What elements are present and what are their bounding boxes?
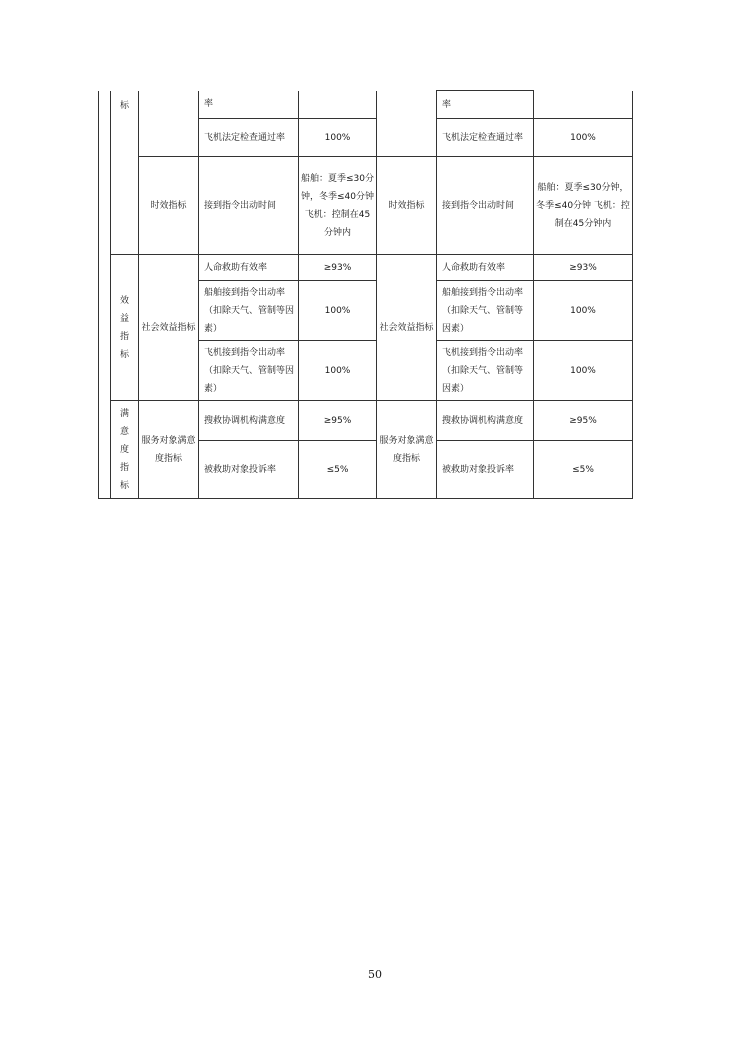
category-cell <box>111 401 139 499</box>
indicator-cell: 接到指令出动时间 <box>437 157 534 255</box>
value-cell: 船舶：夏季≤30分钟，冬季≤40分钟 飞机：控制在45分钟内 <box>299 157 377 255</box>
indicator-cell: 接到指令出动时间 <box>199 157 299 255</box>
category-cell <box>111 91 139 255</box>
indicator-cell: 被救助对象投诉率 <box>437 441 534 499</box>
indicator-cell: 人命救助有效率 <box>199 255 299 281</box>
indicator-cell: 飞机法定检查通过率 <box>437 119 534 157</box>
value-cell <box>534 91 633 119</box>
category-char: 益 <box>119 313 129 324</box>
category-char: 意 <box>119 426 129 437</box>
table-row <box>99 255 633 281</box>
category-char: 指 <box>119 462 129 473</box>
indicator-cell: 率 <box>437 91 534 119</box>
indicator-cell: 率 <box>199 91 299 119</box>
subcategory-cell: 社会效益指标 <box>139 255 199 401</box>
indicator-cell: 飞机接到指令出动率（扣除天气、管制等因素） <box>437 341 534 401</box>
indicator-cell: 搜救协调机构满意度 <box>437 401 534 441</box>
subcategory-cell <box>377 91 437 157</box>
category-label: 标 <box>119 100 129 111</box>
performance-indicator-table <box>98 90 633 499</box>
indicator-cell: 飞机法定检查通过率 <box>199 119 299 157</box>
subcategory-cell: 服务对象满意度指标 <box>377 401 437 499</box>
subcategory-cell: 时效指标 <box>377 157 437 255</box>
value-cell: 100% <box>534 281 633 341</box>
value-cell: ≥95% <box>299 401 377 441</box>
value-cell: ≥93% <box>299 255 377 281</box>
subcategory-cell: 时效指标 <box>139 157 199 255</box>
subcategory-cell: 社会效益指标 <box>377 255 437 401</box>
category-char: 效 <box>119 295 129 306</box>
subcategory-cell: 服务对象满意度指标 <box>139 401 199 499</box>
indicator-cell: 飞机接到指令出动率（扣除天气、管制等因素） <box>199 341 299 401</box>
value-cell: 100% <box>299 341 377 401</box>
category-char: 标 <box>119 480 129 491</box>
indicator-cell: 船舶接到指令出动率（扣除天气、管制等因素） <box>437 281 534 341</box>
table-row <box>99 401 633 441</box>
value-cell: ≤5% <box>534 441 633 499</box>
value-cell: ≥95% <box>534 401 633 441</box>
category-char: 指 <box>119 331 129 342</box>
value-cell: 100% <box>299 119 377 157</box>
category-char: 标 <box>119 349 129 360</box>
table-row <box>99 157 633 255</box>
category-cell <box>111 255 139 401</box>
subcategory-cell <box>139 91 199 157</box>
value-cell: 100% <box>534 119 633 157</box>
page-number: 50 <box>368 968 382 981</box>
category-char: 度 <box>119 444 129 455</box>
value-cell: ≥93% <box>534 255 633 281</box>
value-cell: ≤5% <box>299 441 377 499</box>
value-cell: 船舶：夏季≤30分钟，冬季≤40分钟 飞机：控制在45分钟内 <box>534 157 633 255</box>
indicator-cell: 被救助对象投诉率 <box>199 441 299 499</box>
table-row <box>99 91 633 119</box>
outer-level-column <box>99 91 111 499</box>
indicator-cell: 搜救协调机构满意度 <box>199 401 299 441</box>
indicator-cell: 船舶接到指令出动率（扣除天气、管制等因素） <box>199 281 299 341</box>
value-cell: 100% <box>299 281 377 341</box>
value-cell: 100% <box>534 341 633 401</box>
indicator-cell: 人命救助有效率 <box>437 255 534 281</box>
value-cell <box>299 91 377 119</box>
category-char: 满 <box>119 408 129 419</box>
